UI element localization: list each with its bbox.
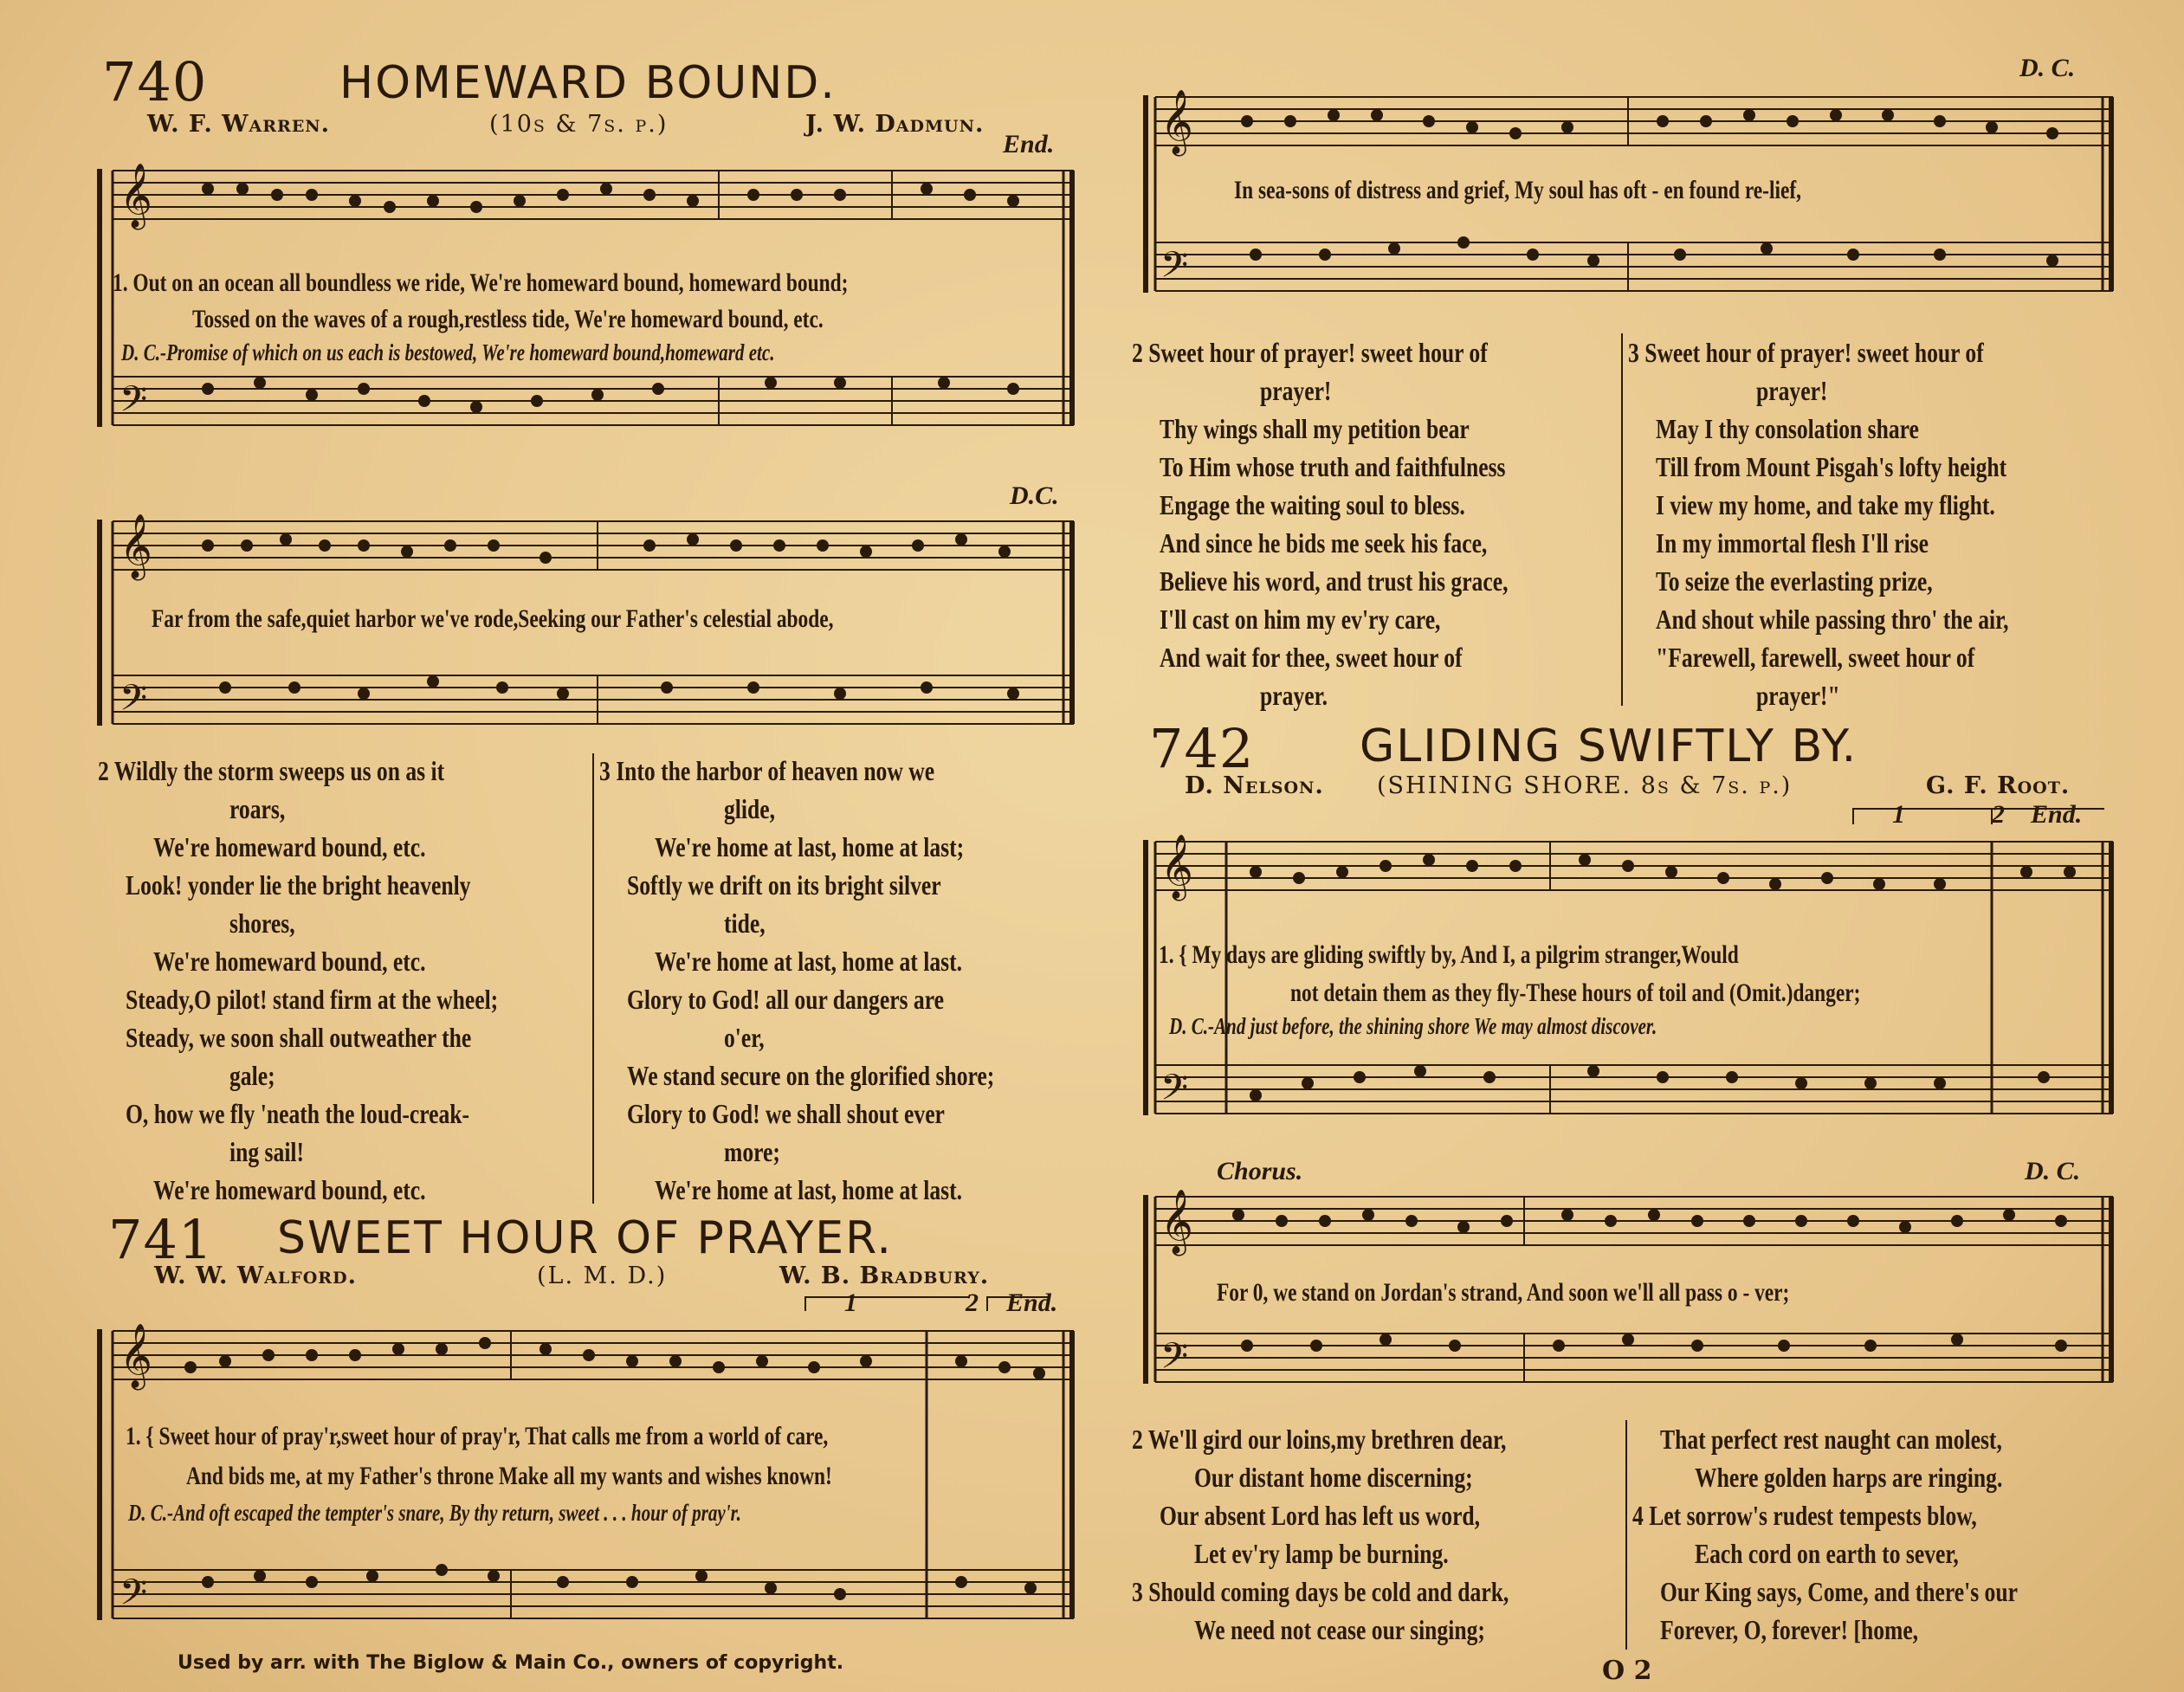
hymn-740-composer: J. W. Dadmun. (805, 111, 985, 138)
svg-text:𝄢: 𝄢 (120, 677, 148, 727)
hymn-742-title: GLIDING SWIFTLY BY. (1360, 720, 1858, 772)
hymn-741-dc-mark: D. C. (2019, 54, 2076, 82)
hymn-741-lyric-dc: D. C.-And oft escaped the tempter's snare, By thy return, sweet . . . hour of pray'r. (128, 1500, 741, 1526)
hymn-740-meter: (10s & 7s. p.) (489, 111, 669, 138)
hymn-742-lyric-line2: not detain them as they fly-These hours of toil and (Omit.)danger; (1290, 978, 1861, 1007)
hymn-740-author: W. F. Warren. (147, 111, 331, 138)
svg-text:𝄞: 𝄞 (120, 164, 152, 228)
svg-text:𝄢: 𝄢 (1160, 1335, 1189, 1385)
hymn-740-lyric-line1: 1. Out on an ocean all boundless we ride, We're homeward bound, homeward bound; (113, 268, 849, 297)
hymn-741-second-ending: 2 (966, 1288, 979, 1317)
hymn-741-author: W. W. Walford. (154, 1263, 357, 1289)
hymn-741-first-ending: 1 (844, 1288, 857, 1317)
svg-text:𝄞: 𝄞 (120, 514, 152, 578)
hymn-741-lyric-line3: In sea-sons of distress and grief, My soul has oft - en found re-lief, (1234, 176, 1802, 204)
hymn-742-verse-3: 3 Should coming days be cold and dark, We need not cease our singing; (1132, 1576, 1509, 1645)
copyright-note: Used by arr. with The Biglow & Main Co., owners of copyright. (178, 1652, 844, 1674)
hymn-742-lyric-dc: D. C.-And just before, the shining shore We may almost discover. (1169, 1013, 1657, 1039)
hymn-741-meter: (L. M. D.) (537, 1263, 668, 1289)
hymn-740-verse-2: 2 Wildly the storm sweeps us on as it roars, We're homeward bound, etc. Look! yonder lie the bright heavenly shores, We're homeward bound, etc. Steady,O pilot! stand firm at the wheel; Steady, we soon shall outweather the gale; O, how we fly 'neath the loud-creak- ing sail! We're homeward bound, etc. (98, 755, 499, 1205)
hymn-742-composer: G. F. Root. (1926, 772, 2071, 799)
hymn-741-verse-divider (1621, 333, 1623, 706)
svg-text:𝄢: 𝄢 (120, 378, 148, 429)
hymn-741-ending-brackets (95, 1290, 1082, 1316)
hymn-740-lyric-line3: Far from the safe,quiet harbor we've rode,Seeking our Father's celestial abode, (152, 604, 834, 633)
hymn-742-ending-brackets (1143, 802, 2122, 828)
hymn-742-chorus-label: Chorus. (1217, 1157, 1303, 1185)
hymn-742-author: D. Nelson. (1185, 772, 1324, 799)
hymn-742-chorus-lyric: For 0, we stand on Jordan's strand, And soon we'll all pass o - ver; (1217, 1278, 1790, 1307)
hymn-740-lyric-line2: Tossed on the waves of a rough,restless tide, We're homeward bound, etc. (192, 305, 824, 333)
svg-text:𝄢: 𝄢 (120, 1572, 148, 1622)
svg-text:𝄢: 𝄢 (1160, 1067, 1189, 1117)
hymn-741-verse-2: 2 Sweet hour of prayer! sweet hour of prayer! Thy wings shall my petition bear To Him whose truth and faithfulness Engage the waiting soul to bless. And since he bids me seek his face, Believe his word, and trust his grace, I'll cast on him my ev'ry care, And wait for thee, sweet hour of prayer. (1132, 337, 1509, 711)
hymn-740-lyric-dc: D. C.-Promise of which on us each is bestowed, We're homeward bound,homeward etc. (121, 339, 775, 365)
hymn-741-composer: W. B. Bradbury. (779, 1263, 990, 1289)
hymn-741-lyric-line1: 1. { Sweet hour of pray'r,sweet hour of pray'r, That calls me from a world of care, (126, 1422, 829, 1450)
hymn-742-number: 742 (1149, 717, 1255, 780)
svg-text:𝄢: 𝄢 (1160, 244, 1189, 294)
hymn-741-title: SWEET HOUR OF PRAYER. (277, 1212, 893, 1264)
hymn-741-lyric-line2: And bids me, at my Father's throne Make all my wants and wishes known! (186, 1462, 832, 1490)
svg-text:𝄞: 𝄞 (1160, 90, 1193, 154)
svg-text:𝄞: 𝄞 (1160, 1190, 1193, 1254)
svg-text:𝄞: 𝄞 (120, 1324, 152, 1388)
hymn-741-number: 741 (108, 1208, 214, 1271)
hymn-742-verse-4: 4 Let sorrow's rudest tempests blow, Each cord on earth to sever, Our King says, Come, and there's our Forever, O, forever! [home, (1632, 1500, 2018, 1645)
hymn-742-verse-divider (1625, 1420, 1627, 1650)
hymn-741-verse-3: 3 Sweet hour of prayer! sweet hour of prayer! May I thy consolation share Till from Mount Pisgah's lofty height I view my home, and take my flight. In my immortal flesh I'll rise To seize the everlasting prize, And shout while passing thro' the air, "Farewell, farewell, sweet hour of prayer!" (1628, 337, 2009, 711)
page-number: O 2 (1602, 1656, 1652, 1686)
hymn-740-verse-3: 3 Into the harbor of heaven now we glide, We're home at last, home at last; Softly we drift on its bright silver tide, We're home at last, home at last. Glory to God! all our dangers are o'er, We stand secure on the glorified shore; Glory to God! we shall shout ever more; We're home at last, home at last. (599, 755, 995, 1205)
hymn-742-dc-mark: D. C. (2025, 1157, 2081, 1185)
hymn-741-end-mark: End. (1006, 1288, 1058, 1317)
hymn-740-dc-mark: D.C. (1010, 481, 1059, 510)
hymn-740-end-mark: End. (1003, 130, 1055, 158)
hymn-742-verse-3-continued: That perfect rest naught can molest, Where golden harps are ringing. (1660, 1424, 2003, 1493)
hymn-742-second-ending: 2 (1992, 800, 2005, 829)
hymn-740-verse-divider (592, 753, 594, 1204)
hymn-742-meter: (SHINING SHORE. 8s & 7s. p.) (1377, 772, 1793, 799)
svg-text:𝄞: 𝄞 (1160, 835, 1193, 899)
hymn-742-lyric-line1: 1. { My days are gliding swiftly by, And I, a pilgrim stranger,Would (1159, 940, 1739, 969)
hymn-740-title: HOMEWARD BOUND. (339, 57, 837, 109)
hymn-740-number: 740 (102, 50, 208, 113)
hymn-742-first-ending: 1 (1892, 800, 1905, 829)
hymn-742-end-mark: End. (2031, 800, 2083, 829)
hymn-742-verse-2: 2 We'll gird our loins,my brethren dear, Our distant home discerning; Our absent Lord has left us word, Let ev'ry lamp be burning. (1132, 1424, 1507, 1569)
